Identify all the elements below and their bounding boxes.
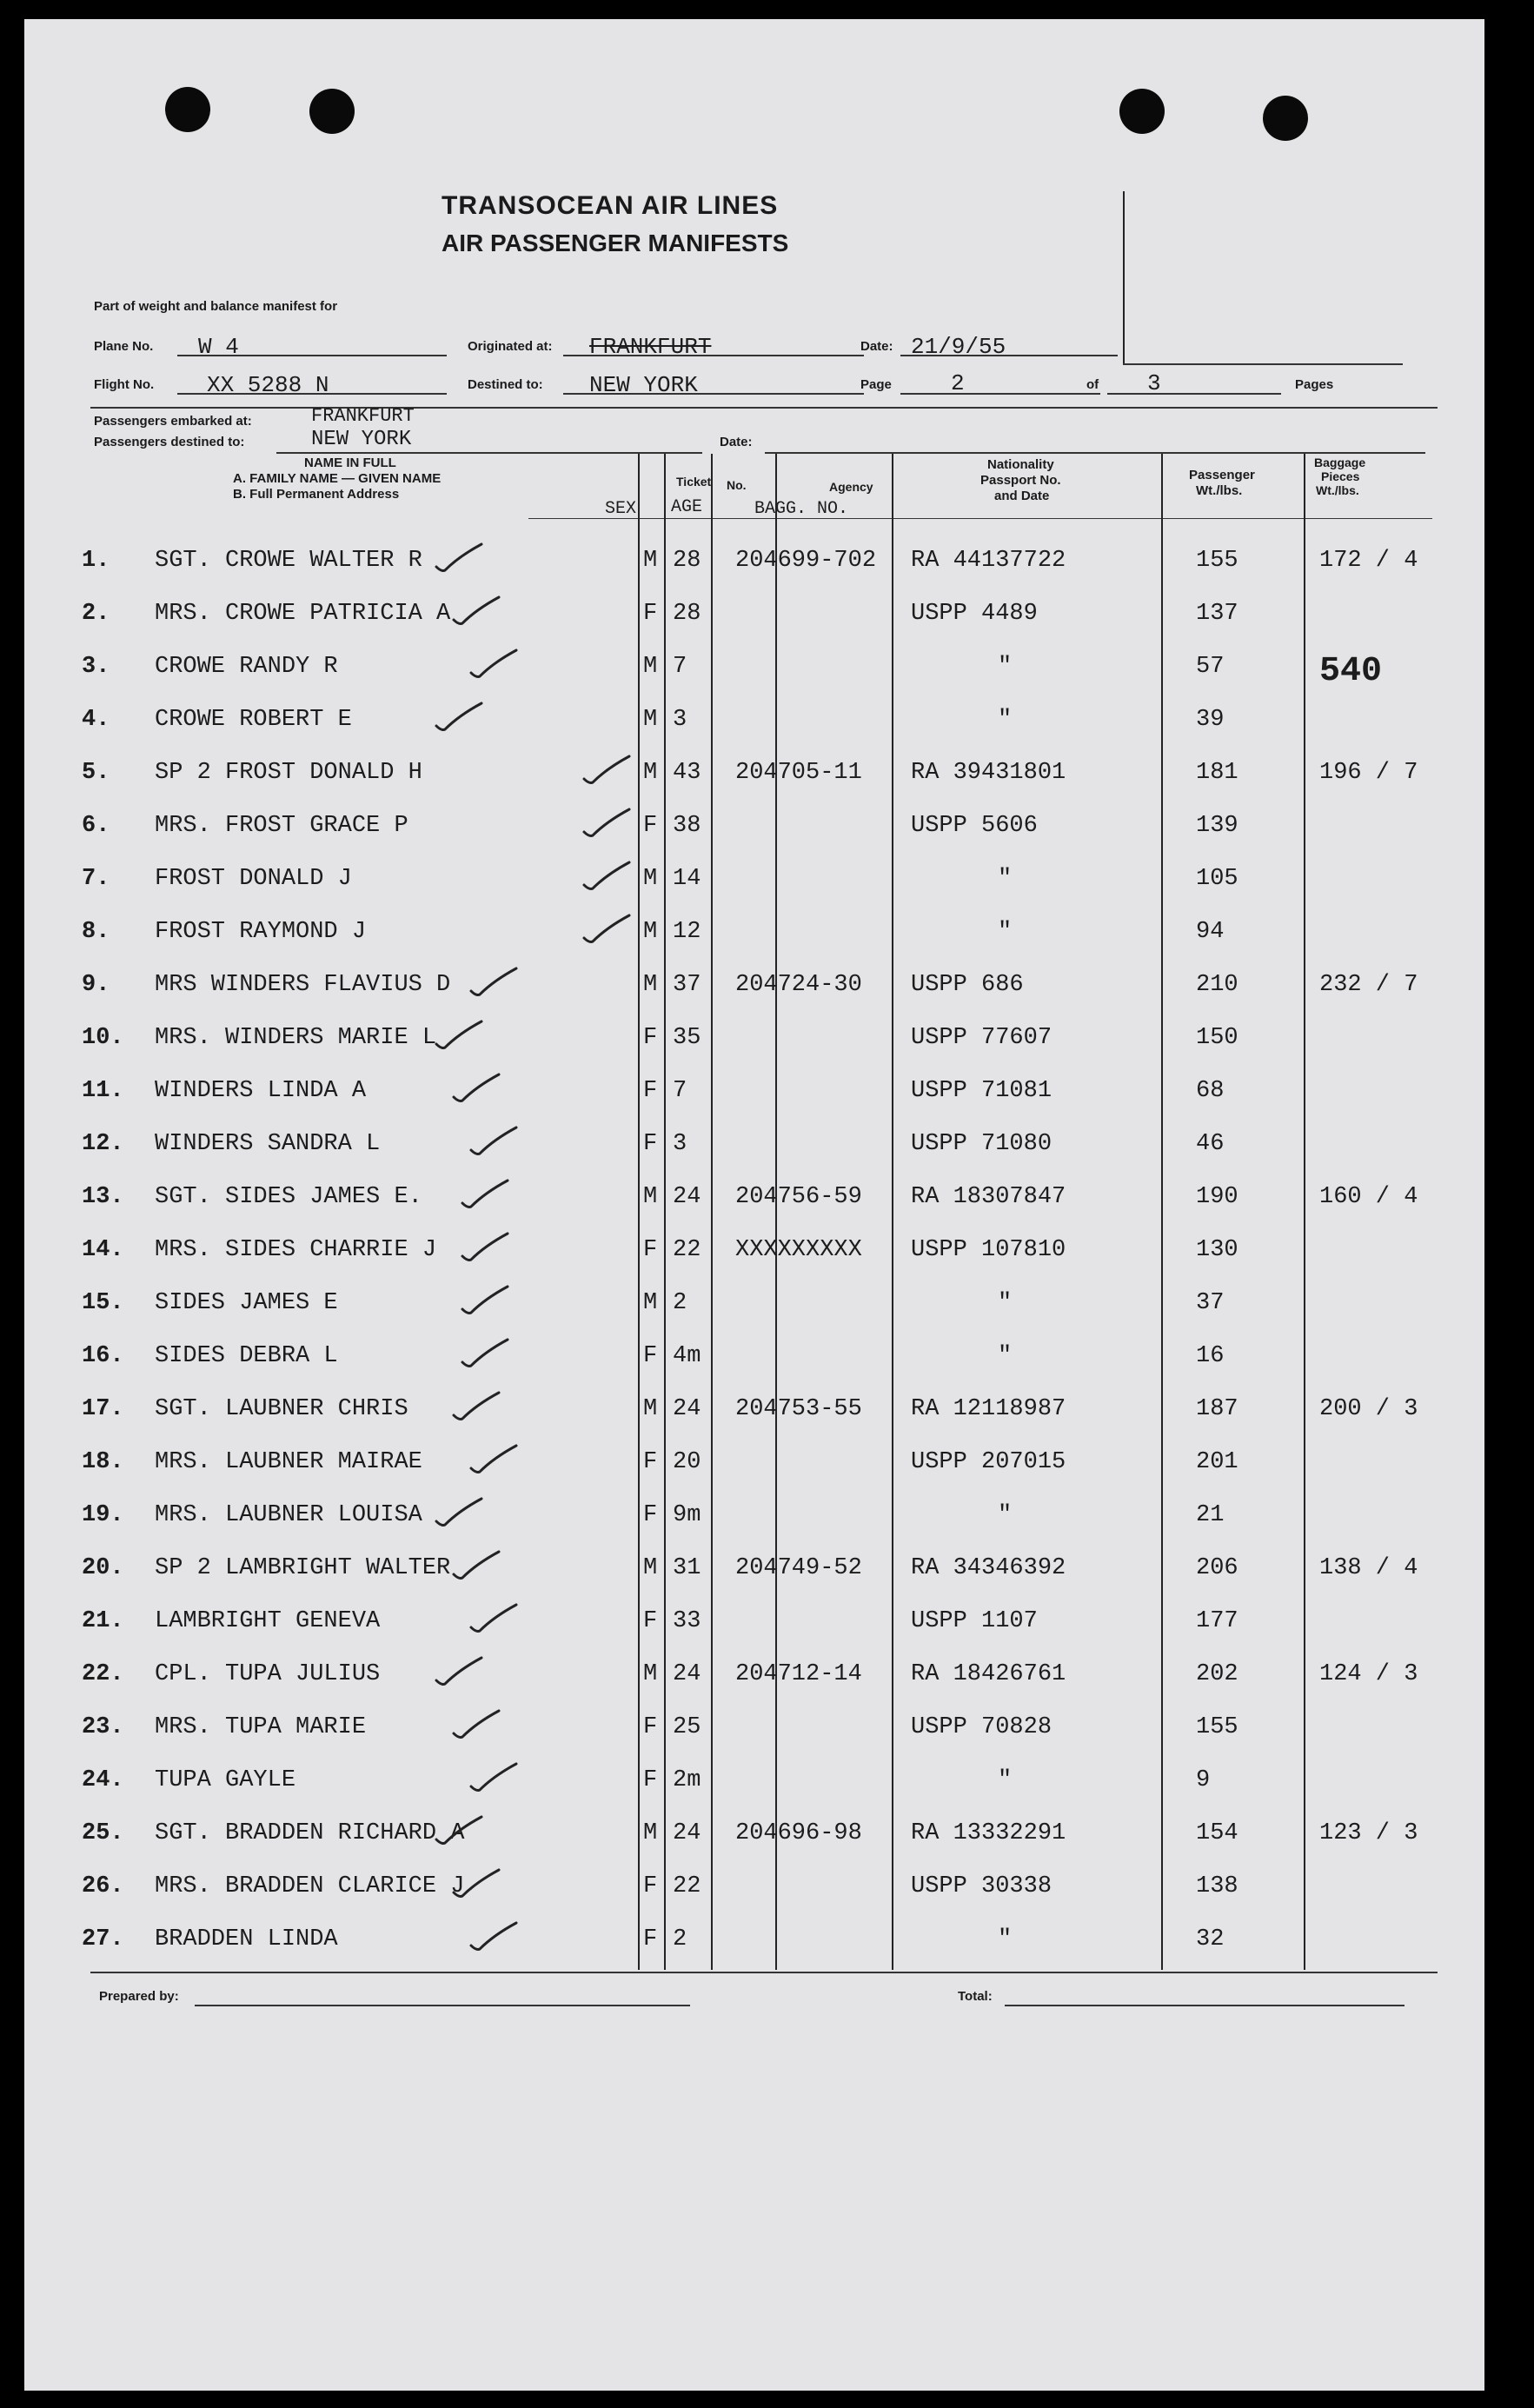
page-value: 2 [951,370,965,396]
passenger-age: 37 [673,972,701,998]
passenger-wt: 206 [1196,1555,1238,1581]
of-label: of [1086,377,1099,392]
col-bagg: BAGG. NO. [754,499,849,519]
passenger-wt: 137 [1196,601,1238,627]
header-box-border [1123,191,1125,365]
passenger-wt: 155 [1196,548,1238,574]
check-mark-icon [459,1230,511,1265]
passenger-bagg: 204705-11 [735,760,862,786]
passenger-number: 10. [82,1025,124,1051]
passenger-wt: 139 [1196,813,1238,839]
passenger-sex: M [643,548,658,574]
plane-line [177,355,447,356]
col-name-1: NAME IN FULL [304,456,396,470]
passenger-wt: 202 [1196,1661,1238,1687]
page-label: Page [860,377,892,392]
passenger-name: WINDERS LINDA A [155,1078,367,1104]
check-mark-icon [468,1442,520,1477]
check-mark-icon [450,1548,502,1583]
col-ticket: Ticket [676,475,712,489]
col-nat-3: and Date [994,489,1050,503]
col-agency: Agency [829,480,873,494]
part-of-label: Part of weight and balance manifest for [94,299,338,314]
originated-label: Originated at: [468,339,553,354]
passenger-wt: 138 [1196,1873,1238,1899]
passenger-row [24,1767,1484,1802]
passenger-age: 28 [673,548,701,574]
check-mark-icon [433,1495,485,1530]
passenger-bagg: 204699-702 [735,548,877,574]
passenger-baggage: 172 / 4 [1319,548,1418,574]
originated-value: FRANKFURT [589,334,712,360]
passenger-number: 25. [82,1820,124,1846]
passenger-row [24,1555,1484,1590]
passenger-passport: USPP 71080 [911,1131,1053,1157]
check-mark-icon [450,1866,502,1901]
passenger-row [24,1396,1484,1431]
prepared-by-line [195,2005,690,2006]
embarked-label: Passengers embarked at: [94,414,252,429]
passenger-row [24,601,1484,635]
passenger-number: 6. [82,813,110,839]
passenger-age: 24 [673,1820,701,1846]
check-mark-icon [468,1760,520,1795]
passenger-name: SGT. LAUBNER CHRIS [155,1396,408,1422]
passenger-bagg: XXXXXXXXX [735,1237,862,1263]
passenger-wt: 201 [1196,1449,1238,1475]
passenger-row [24,1343,1484,1378]
passenger-sex: M [643,919,658,945]
passenger-name: CROWE ROBERT E [155,707,352,733]
passenger-age: 31 [673,1555,701,1581]
passenger-sex: F [643,1714,658,1740]
passenger-row [24,1237,1484,1272]
passenger-passport: RA 18426761 [911,1661,1066,1687]
passenger-wt: 32 [1196,1926,1225,1952]
passenger-sex: F [643,1131,658,1157]
check-mark-icon [468,647,520,682]
check-mark-icon [433,700,485,735]
passenger-passport: USPP 686 [911,972,1024,998]
col-pw-1: Passenger [1189,468,1255,482]
check-mark-icon [468,965,520,1000]
passenger-wt: 150 [1196,1025,1238,1051]
passenger-passport: RA 18307847 [911,1184,1066,1210]
passenger-name: MRS. SIDES CHARRIE J [155,1237,437,1263]
passenger-number: 8. [82,919,110,945]
passenger-name: TUPA GAYLE [155,1767,296,1793]
passenger-bagg: 204696-98 [735,1820,862,1846]
passenger-row [24,707,1484,742]
passenger-sex: M [643,972,658,998]
col-age: AGE [671,497,703,517]
passenger-number: 22. [82,1661,124,1687]
header-rule [90,407,1438,409]
passenger-passport: RA 44137722 [911,548,1066,574]
prepared-by-label: Prepared by: [99,1989,179,2004]
passenger-wt: 177 [1196,1608,1238,1634]
baggage-total-note: 540 [1319,652,1383,691]
col-pw-2: Wt./lbs. [1196,483,1243,498]
col-bag-3: Wt./lbs. [1316,483,1359,497]
passenger-sex: F [643,1873,658,1899]
passenger-wt: 130 [1196,1237,1238,1263]
passenger-row [24,548,1484,582]
col-name-3: B. Full Permanent Address [233,487,400,502]
passenger-passport: " [998,707,1013,733]
passenger-passport: " [998,1290,1013,1316]
passenger-number: 20. [82,1555,124,1581]
passenger-name: SP 2 LAMBRIGHT WALTER [155,1555,451,1581]
passenger-name: FROST DONALD J [155,866,352,892]
passenger-sex: F [643,1237,658,1263]
passenger-baggage: 123 / 3 [1319,1820,1418,1846]
passenger-row [24,972,1484,1007]
passenger-name: MRS. CROWE PATRICIA A [155,601,451,627]
passenger-sex: F [643,601,658,627]
form-title: AIR PASSENGER MANIFESTS [442,229,789,256]
passenger-name: SP 2 FROST DONALD H [155,760,422,786]
passenger-age: 28 [673,601,701,627]
passenger-number: 5. [82,760,110,786]
passenger-name: MRS. LAUBNER LOUISA [155,1502,422,1528]
passenger-sex: M [643,707,658,733]
passenger-name: LAMBRIGHT GENEVA [155,1608,381,1634]
passenger-name: FROST RAYMOND J [155,919,367,945]
passenger-age: 33 [673,1608,701,1634]
col-no: No. [727,478,747,492]
passenger-wt: 154 [1196,1820,1238,1846]
destined-label: Destined to: [468,377,543,392]
passenger-number: 3. [82,654,110,680]
col-nat-1: Nationality [987,457,1054,472]
plane-value: W 4 [198,334,239,360]
check-mark-icon [468,1919,520,1954]
destined-line [563,393,864,395]
passenger-wt: 190 [1196,1184,1238,1210]
passenger-name: WINDERS SANDRA L [155,1131,381,1157]
check-mark-icon [450,1707,502,1742]
passenger-age: 9m [673,1502,701,1528]
passenger-sex: F [643,1025,658,1051]
check-mark-icon [459,1283,511,1318]
flight-line [177,393,447,395]
passenger-passport: USPP 207015 [911,1449,1066,1475]
punch-hole [1119,89,1165,134]
passenger-number: 1. [82,548,110,574]
passenger-row [24,1608,1484,1643]
passenger-age: 20 [673,1449,701,1475]
passenger-sex: F [643,813,658,839]
passenger-baggage: 138 / 4 [1319,1555,1418,1581]
passenger-bagg: 204756-59 [735,1184,862,1210]
punch-hole [309,89,355,134]
passenger-passport: RA 39431801 [911,760,1066,786]
passenger-row [24,1078,1484,1113]
passenger-row [24,1131,1484,1166]
passenger-baggage: 160 / 4 [1319,1184,1418,1210]
check-mark-icon [581,753,633,788]
passenger-age: 14 [673,866,701,892]
passenger-sex: F [643,1449,658,1475]
passenger-wt: 181 [1196,760,1238,786]
destined-pass-value: NEW YORK [311,428,412,451]
passenger-passport: " [998,1343,1013,1369]
passenger-row [24,1873,1484,1908]
passenger-name: SIDES DEBRA L [155,1343,338,1369]
passenger-age: 2 [673,1290,687,1316]
passenger-name: MRS. FROST GRACE P [155,813,408,839]
passenger-row [24,1449,1484,1484]
passenger-row [24,919,1484,954]
passenger-sex: M [643,1290,658,1316]
embarked-value: FRANKFURT [311,405,415,427]
passenger-row [24,1025,1484,1060]
passenger-number: 9. [82,972,110,998]
passenger-sex: F [643,1078,658,1104]
passenger-wt: 94 [1196,919,1225,945]
passenger-wt: 16 [1196,1343,1225,1369]
passenger-number: 24. [82,1767,124,1793]
passenger-sex: M [643,1184,658,1210]
passenger-sex: M [643,866,658,892]
passenger-passport: RA 34346392 [911,1555,1066,1581]
total-label: Total: [958,1989,993,2004]
of-value: 3 [1147,370,1161,396]
passenger-row [24,813,1484,848]
passenger-passport: " [998,1926,1013,1952]
passenger-number: 26. [82,1873,124,1899]
passenger-row [24,1290,1484,1325]
passenger-sex: M [643,654,658,680]
originated-line [563,355,864,356]
passenger-age: 24 [673,1184,701,1210]
date-value: 21/9/55 [911,334,1006,360]
passenger-sex: F [643,1767,658,1793]
passenger-row [24,1926,1484,1961]
destined-value: NEW YORK [589,372,698,398]
passenger-bagg: 204749-52 [735,1555,862,1581]
page-line [900,393,1100,395]
date2-label: Date: [720,435,753,449]
passenger-age: 38 [673,813,701,839]
passenger-age: 12 [673,919,701,945]
passenger-number: 15. [82,1290,124,1316]
passenger-name: SGT. BRADDEN RICHARD A [155,1820,465,1846]
passenger-baggage: 124 / 3 [1319,1661,1418,1687]
passenger-passport: RA 13332291 [911,1820,1066,1846]
passenger-age: 35 [673,1025,701,1051]
check-mark-icon [459,1177,511,1212]
passenger-sex: M [643,1555,658,1581]
passenger-wt: 9 [1196,1767,1211,1793]
passenger-row [24,1714,1484,1749]
passenger-baggage: 200 / 3 [1319,1396,1418,1422]
passenger-bagg: 204724-30 [735,972,862,998]
passenger-sex: M [643,1820,658,1846]
passenger-row [24,760,1484,795]
passenger-bagg: 204753-55 [735,1396,862,1422]
plane-label: Plane No. [94,339,154,354]
passenger-passport: USPP 77607 [911,1025,1053,1051]
check-mark-icon [433,1654,485,1689]
passenger-row [24,1820,1484,1855]
passenger-sex: M [643,760,658,786]
passenger-age: 3 [673,707,687,733]
passenger-wt: 68 [1196,1078,1225,1104]
passenger-number: 14. [82,1237,124,1263]
passenger-number: 27. [82,1926,124,1952]
passenger-sex: F [643,1343,658,1369]
passenger-number: 12. [82,1131,124,1157]
passenger-age: 7 [673,1078,687,1104]
check-mark-icon [581,912,633,947]
check-mark-icon [433,1813,485,1848]
check-mark-icon [581,806,633,841]
passenger-wt: 105 [1196,866,1238,892]
passenger-age: 2m [673,1767,701,1793]
col-nat-2: Passport No. [980,473,1061,488]
passenger-row [24,1184,1484,1219]
passenger-passport: RA 12118987 [911,1396,1066,1422]
passenger-number: 23. [82,1714,124,1740]
passenger-sex: F [643,1926,658,1952]
passenger-age: 24 [673,1396,701,1422]
check-mark-icon [581,859,633,894]
passenger-wt: 37 [1196,1290,1225,1316]
passenger-number: 18. [82,1449,124,1475]
passenger-baggage: 196 / 7 [1319,760,1418,786]
passenger-baggage: 232 / 7 [1319,972,1418,998]
passenger-age: 24 [673,1661,701,1687]
of-line [1107,393,1281,395]
col-bag-2: Pieces [1321,469,1360,483]
passenger-name: CPL. TUPA JULIUS [155,1661,381,1687]
passenger-name: SGT. SIDES JAMES E. [155,1184,422,1210]
passenger-number: 16. [82,1343,124,1369]
passenger-row [24,1661,1484,1696]
passenger-wt: 57 [1196,654,1225,680]
check-mark-icon [459,1336,511,1371]
passenger-number: 13. [82,1184,124,1210]
col-sex: SEX [605,499,637,519]
check-mark-icon [468,1601,520,1636]
passenger-passport: USPP 71081 [911,1078,1053,1104]
date-label: Date: [860,339,893,354]
passenger-wt: 155 [1196,1714,1238,1740]
col-name-2: A. FAMILY NAME — GIVEN NAME [233,471,442,486]
passenger-age: 25 [673,1714,701,1740]
passenger-row [24,866,1484,901]
check-mark-icon [433,1018,485,1053]
manifest-sheet [24,19,1484,2391]
passenger-number: 2. [82,601,110,627]
passenger-wt: 187 [1196,1396,1238,1422]
check-mark-icon [450,1071,502,1106]
punch-hole [1263,96,1308,141]
passenger-name: MRS. WINDERS MARIE L [155,1025,437,1051]
passenger-age: 22 [673,1873,701,1899]
passenger-passport: USPP 1107 [911,1608,1038,1634]
passenger-number: 4. [82,707,110,733]
date2-line [765,452,1425,454]
passenger-number: 11. [82,1078,124,1104]
flight-value: XX 5288 N [207,372,329,398]
passenger-number: 21. [82,1608,124,1634]
passenger-age: 3 [673,1131,687,1157]
check-mark-icon [468,1124,520,1159]
passenger-passport: " [998,654,1013,680]
flight-label: Flight No. [94,377,155,392]
passenger-passport: USPP 30338 [911,1873,1053,1899]
passenger-number: 17. [82,1396,124,1422]
col-bag-1: Baggage [1314,456,1366,469]
passenger-name: MRS. LAUBNER MAIRAE [155,1449,422,1475]
passenger-wt: 21 [1196,1502,1225,1528]
passenger-wt: 39 [1196,707,1225,733]
passenger-passport: " [998,919,1013,945]
date-line [900,355,1118,356]
company-name: TRANSOCEAN AIR LINES [442,191,779,220]
footer-rule [90,1972,1438,1973]
check-mark-icon [450,594,502,629]
passenger-number: 7. [82,866,110,892]
passenger-age: 7 [673,654,687,680]
passenger-number: 19. [82,1502,124,1528]
passenger-passport: " [998,1502,1013,1528]
passenger-sex: F [643,1502,658,1528]
passenger-age: 4m [673,1343,701,1369]
passenger-sex: M [643,1396,658,1422]
passenger-passport: USPP 70828 [911,1714,1053,1740]
passenger-wt: 210 [1196,972,1238,998]
passenger-name: SIDES JAMES E [155,1290,338,1316]
passenger-name: MRS. TUPA MARIE [155,1714,367,1740]
passenger-age: 2 [673,1926,687,1952]
passenger-name: MRS WINDERS FLAVIUS D [155,972,451,998]
check-mark-icon [450,1389,502,1424]
passenger-name: BRADDEN LINDA [155,1926,338,1952]
passenger-age: 43 [673,760,701,786]
pages-label: Pages [1295,377,1334,392]
punch-hole [165,87,210,132]
passenger-row [24,654,1484,688]
destined-pass-label: Passengers destined to: [94,435,245,449]
passenger-name: SGT. CROWE WALTER R [155,548,422,574]
passenger-row [24,1502,1484,1537]
passenger-wt: 46 [1196,1131,1225,1157]
passenger-passport: USPP 4489 [911,601,1038,627]
passenger-name: MRS. BRADDEN CLARICE J [155,1873,465,1899]
passenger-passport: " [998,1767,1013,1793]
passenger-passport: " [998,866,1013,892]
passenger-age: 22 [673,1237,701,1263]
passenger-passport: USPP 5606 [911,813,1038,839]
check-mark-icon [433,541,485,575]
passenger-sex: M [643,1661,658,1687]
passenger-sex: F [643,1608,658,1634]
total-line [1005,2005,1405,2006]
passenger-bagg: 204712-14 [735,1661,862,1687]
header-box-border [1123,363,1403,365]
passenger-name: CROWE RANDY R [155,654,338,680]
passenger-passport: USPP 107810 [911,1237,1066,1263]
